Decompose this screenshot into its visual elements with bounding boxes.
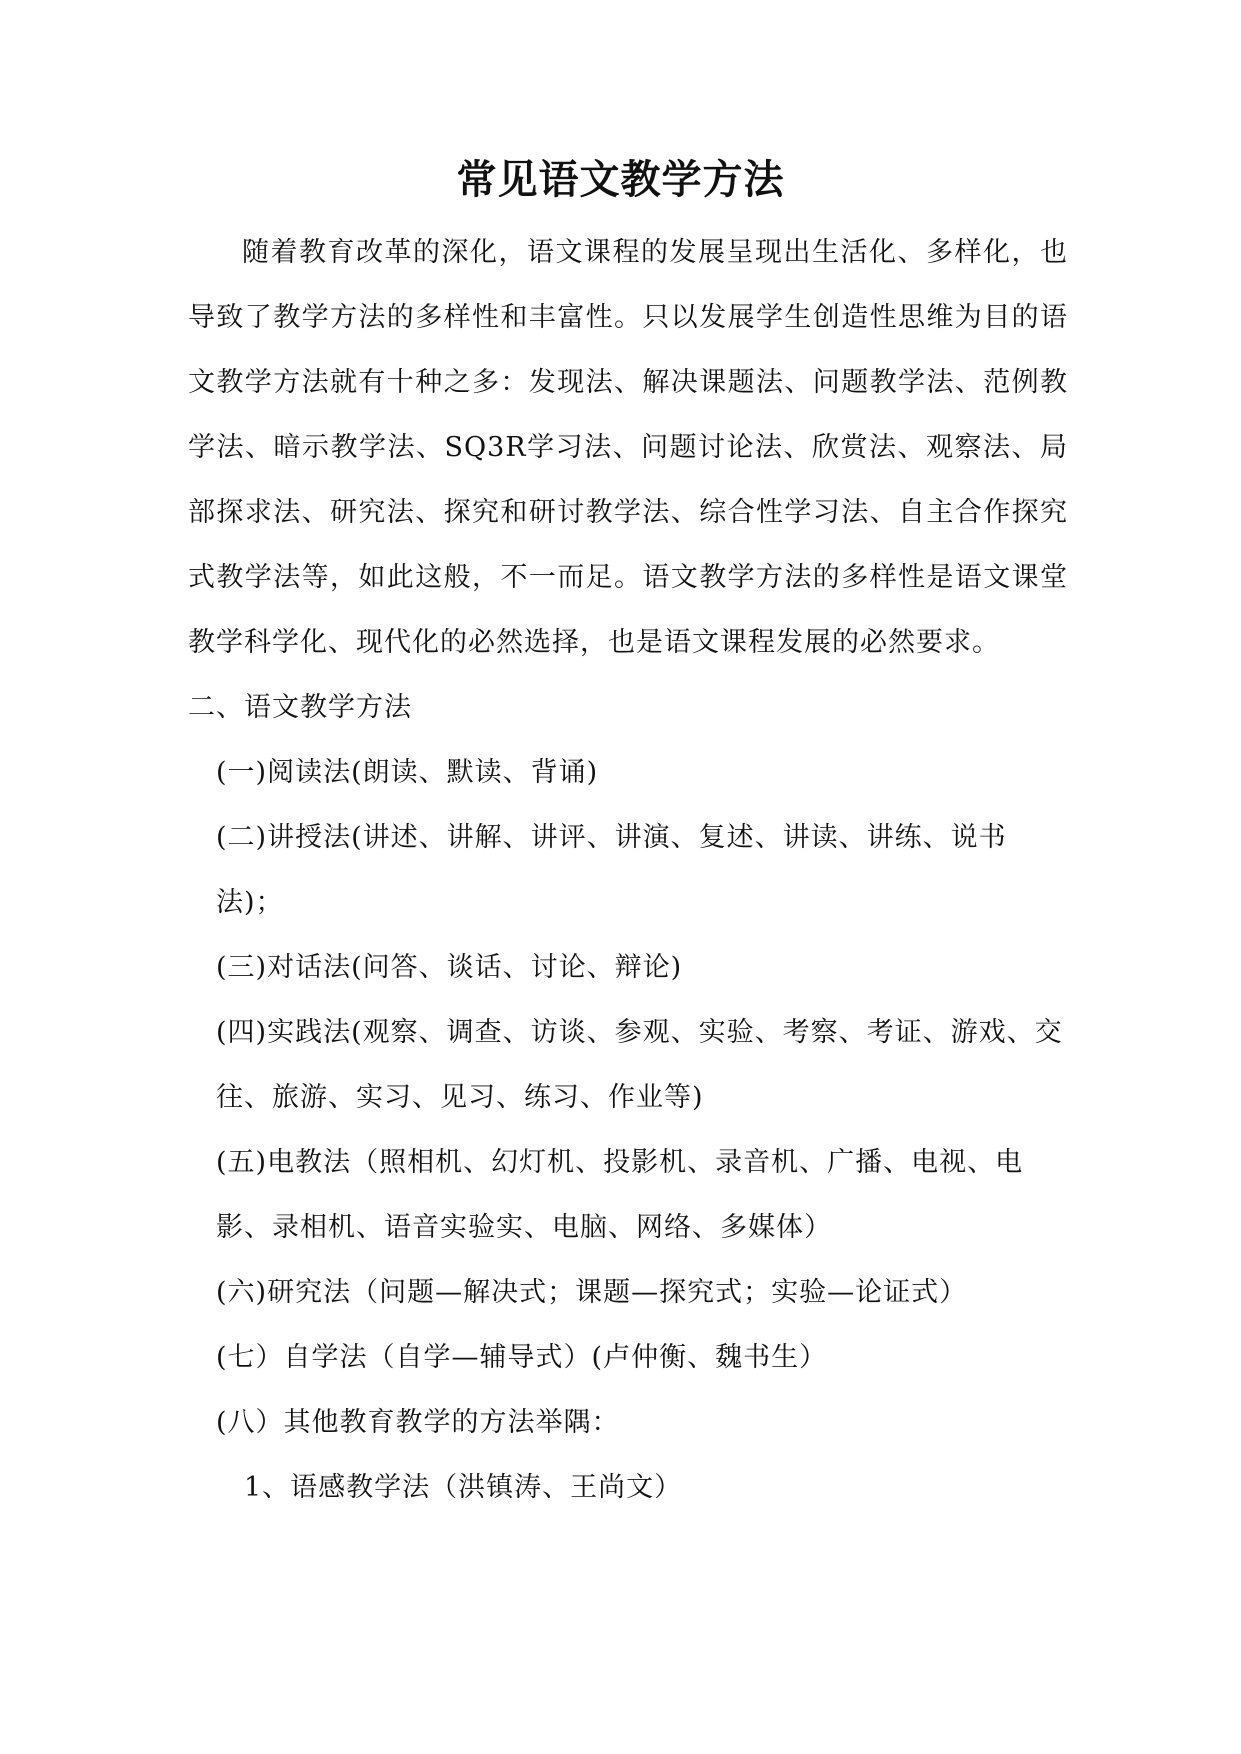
method-item-1: (一)阅读法(朗读、默读、背诵) (216, 757, 599, 788)
method-item-5 (188, 1130, 1068, 1260)
intro-paragraph: 随着教育改革的深化，语文课程的发展呈现出生活化、多样化，也导致了教学方法的多样性和丰富性。只以发展学生创造性思维为目的语文教学方法就有十种之多：发现法、解决课题法、问题教学法、范例教学法、暗示教学法、SQ3R学习法、问题讨论法、欣赏法、观察法、局部探求法、研究法、探究和研讨教学法、综合性学习法、自主合作探究式教学法等，如此这般，不一而足。语文教学方法的多样性是语文课堂教学科学化、现代化的必然选择，也是语文课程发展的必然要求。 (188, 237, 1068, 658)
method-item-7: (七）自学法（自学—辅导式）(卢仲衡、魏书生） (216, 1342, 828, 1373)
method-item-6: (六)研究法（问题—解决式；课题—探究式；实验—论证式） (216, 1277, 968, 1308)
method-item-4 (188, 1000, 1068, 1130)
section-heading: 二、语文教学方法 (188, 692, 412, 723)
document-body (188, 220, 1068, 1520)
method-item-5-text: (五)电教法（照相机、幻灯机、投影机、录音机、广播、电视、电影、录相机、语音实验实、电脑、网络、多媒体） (216, 1147, 1024, 1243)
method-item-8: (八）其他教育教学的方法举隅： (216, 1407, 620, 1438)
method-item-4-text: (四)实践法(观察、调查、访谈、参观、实验、考察、考证、游戏、交往、旅游、实习、见习、练习、作业等) (216, 1017, 1063, 1113)
method-item-3: (三)对话法(问答、谈话、讨论、辩论) (216, 952, 683, 983)
sub-item-1: 1、语感教学法（洪镇涛、王尚文） (244, 1472, 683, 1503)
method-item-2 (188, 805, 1068, 935)
document-title: 常见语文教学方法 (456, 156, 785, 203)
method-item-2-text: (二)讲授法(讲述、讲解、讲评、讲演、复述、讲读、讲练、说书法)； (216, 822, 1007, 918)
